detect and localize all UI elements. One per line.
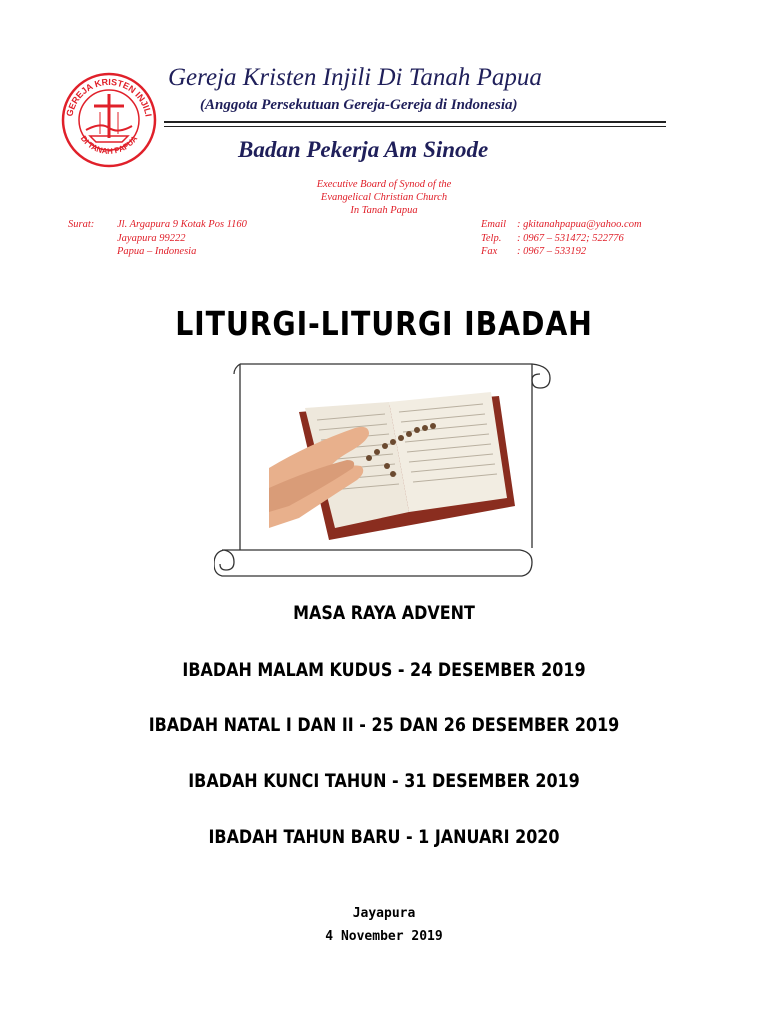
contact-label-fax: Fax — [481, 246, 498, 257]
org-membership: (Anggota Persekutuan Gereja-Gereja di Indonesia) — [200, 97, 518, 113]
service-natal: IBADAH NATAL I DAN II - 25 DAN 26 DESEMBER 2019 — [148, 714, 620, 736]
header-rule-thin — [164, 126, 666, 127]
executive-board-block — [224, 178, 544, 217]
executive-line: Executive Board of Synod of the — [316, 179, 452, 190]
address-line: Papua – Indonesia — [117, 246, 197, 257]
header-rule — [164, 121, 666, 123]
service-tahun-baru: IBADAH TAHUN BARU - 1 JANUARI 2020 — [208, 826, 560, 848]
org-name: Gereja Kristen Injili Di Tanah Papua — [168, 64, 542, 91]
contact-label-email: Email — [481, 219, 507, 230]
contact-label-telp: Telp. — [481, 232, 502, 244]
executive-line: In Tanah Papua — [350, 205, 418, 216]
service-advent: MASA RAYA ADVENT — [293, 602, 475, 624]
board-name: Badan Pekerja Am Sinode — [238, 137, 489, 162]
contact-telp: : 0967 – 531472; 522776 — [517, 232, 624, 244]
executive-line: Evangelical Christian Church — [320, 192, 448, 203]
address-label: Surat: — [68, 219, 95, 230]
praying-hands-bible-photo — [269, 388, 517, 540]
contact-values — [517, 218, 642, 259]
church-seal-logo — [56, 72, 162, 168]
logo-text-bottom: DI TANAH PAPUA — [78, 134, 140, 156]
service-malam-kudus: IBADAH MALAM KUDUS - 24 DESEMBER 2019 — [182, 659, 586, 681]
address-line: Jayapura 99222 — [117, 232, 186, 244]
address-block — [117, 218, 247, 259]
contact-fax: : 0967 – 533192 — [517, 246, 587, 257]
contact-email: : gkitanahpapua@yahoo.com — [517, 219, 642, 230]
address-line: Jl. Argapura 9 Kotak Pos 1160 — [117, 219, 247, 230]
document-title: LITURGI-LITURGI IBADAH — [175, 304, 593, 343]
footer-date: 4 November 2019 — [325, 929, 443, 944]
contact-labels — [481, 218, 506, 259]
footer-place: Jayapura — [352, 906, 416, 921]
service-kunci-tahun: IBADAH KUNCI TAHUN - 31 DESEMBER 2019 — [188, 770, 580, 792]
logo-text-top: GEREJA KRISTEN INJILI — [64, 76, 154, 118]
